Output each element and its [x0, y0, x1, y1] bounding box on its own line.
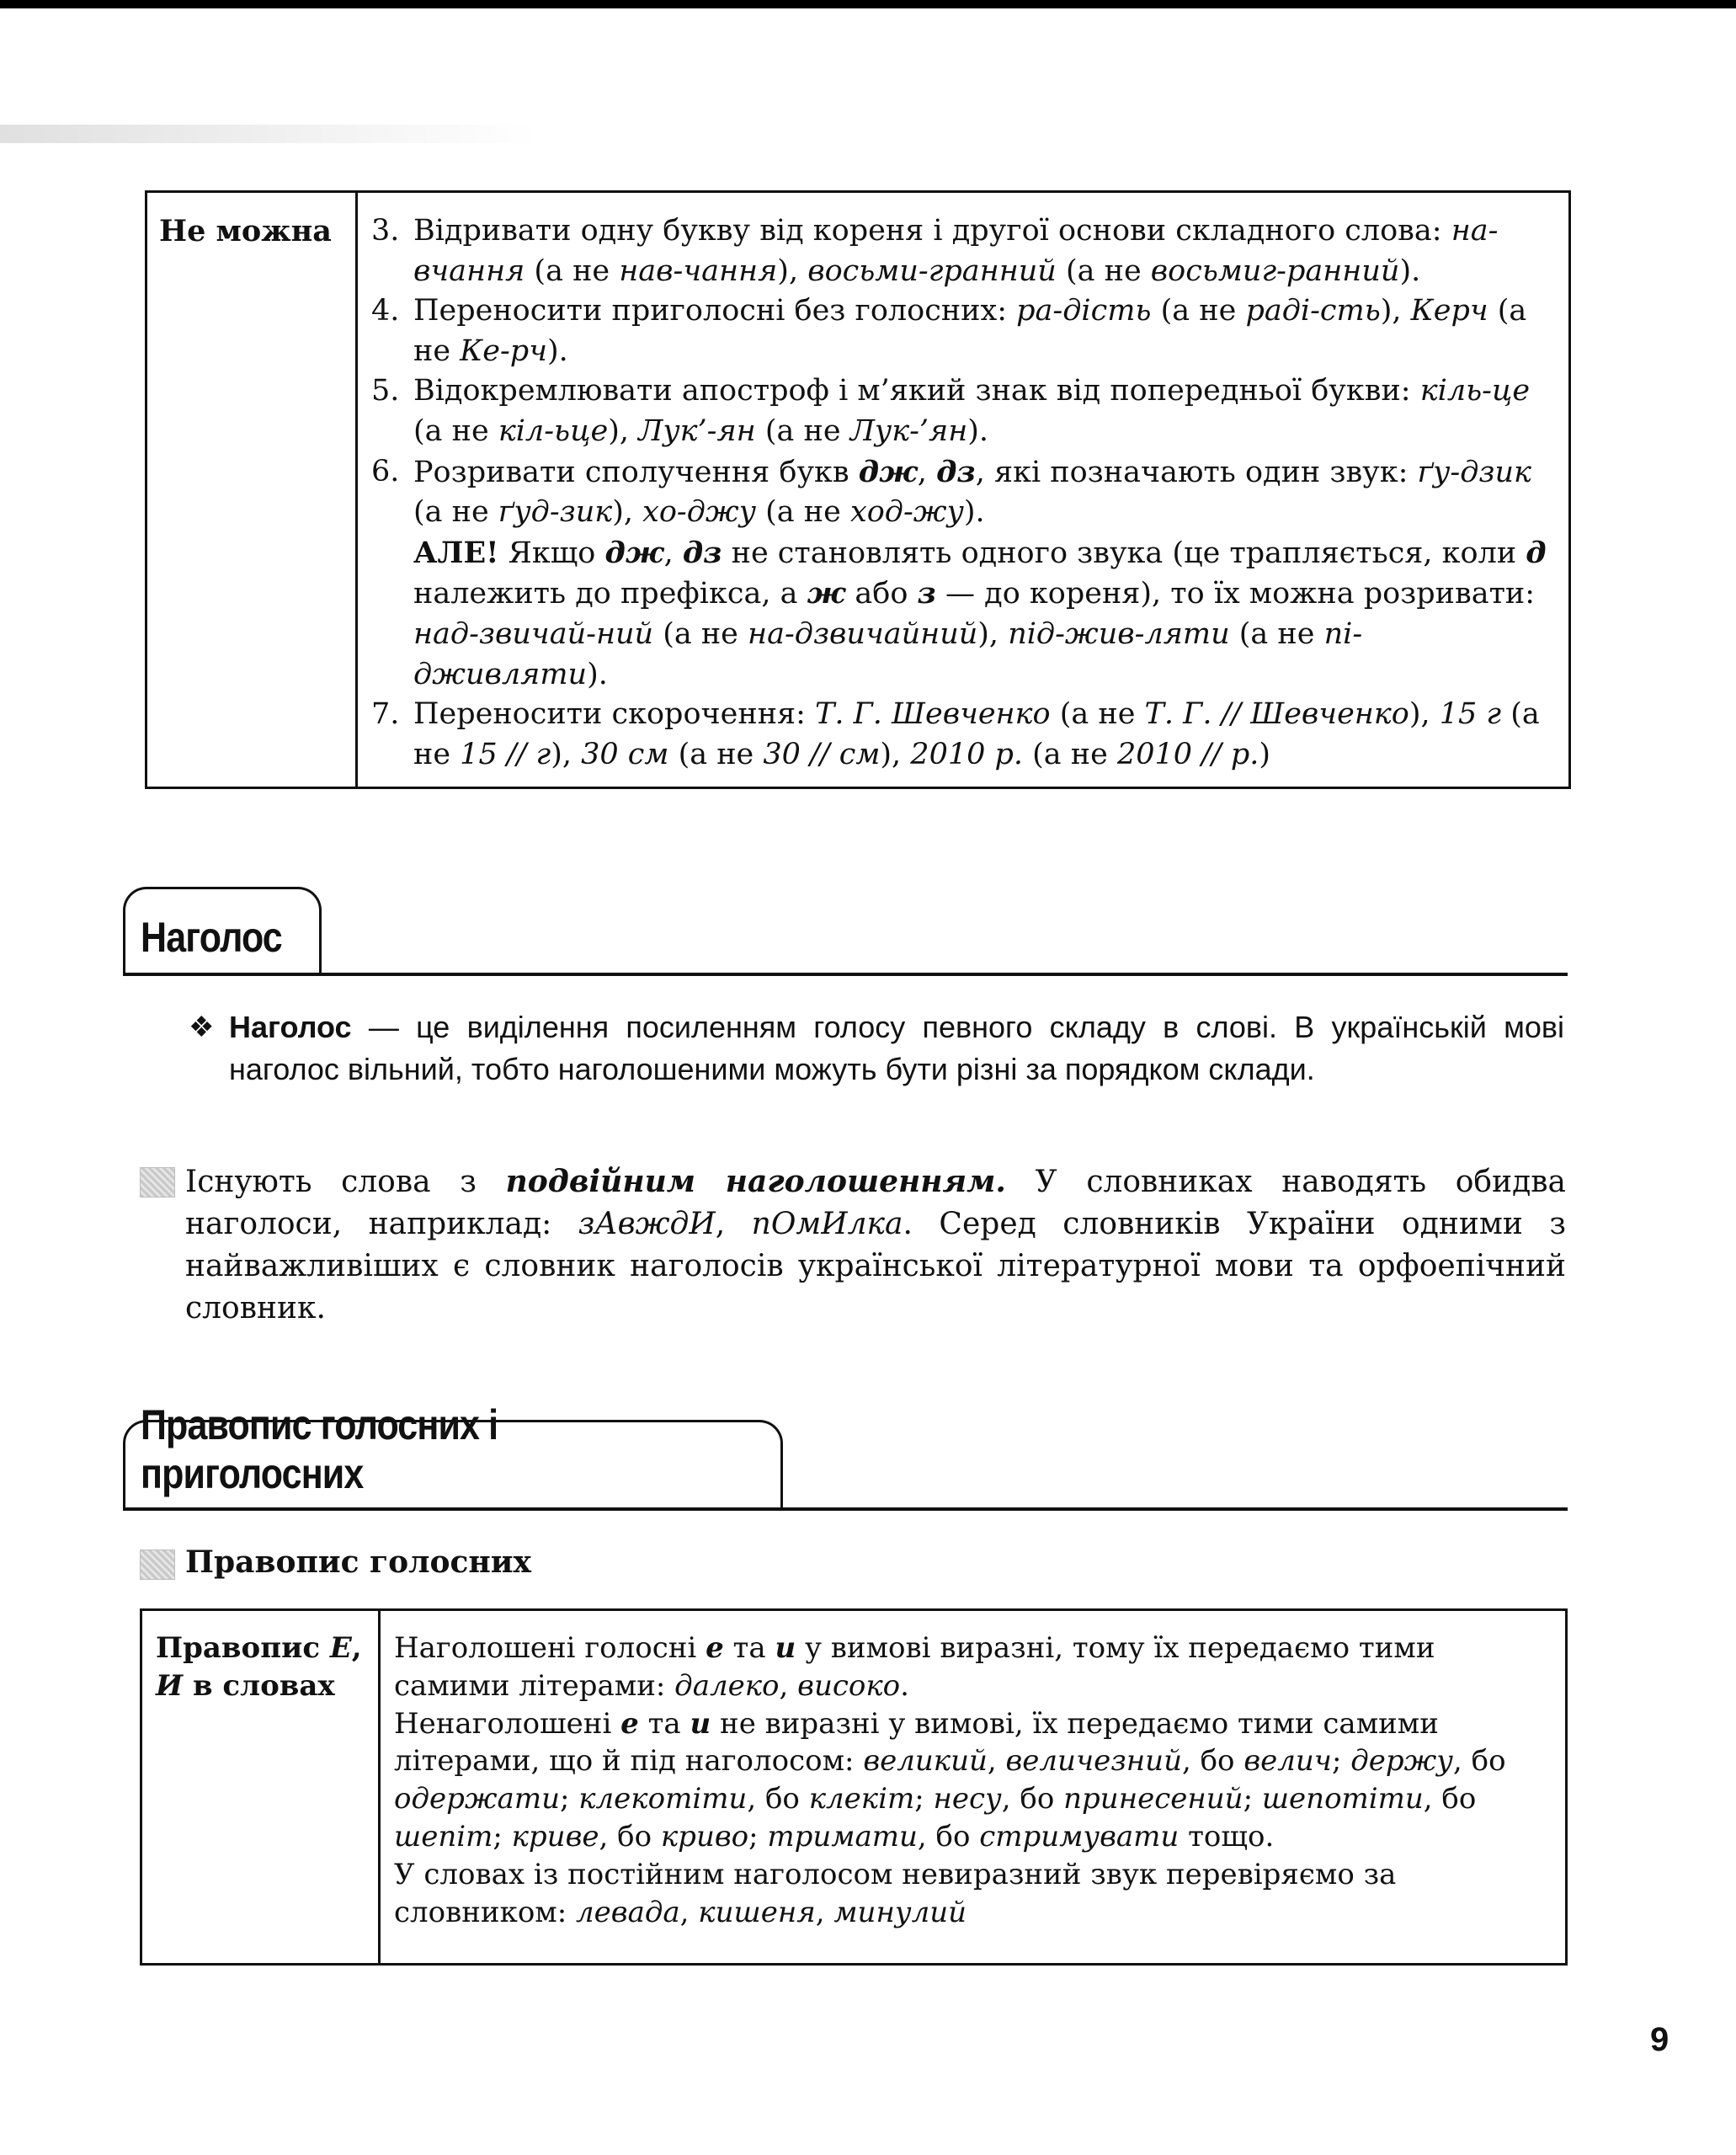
text-run: ,: [987, 1744, 1006, 1779]
emphasized-text: ґуд-зик: [498, 495, 613, 530]
text-run: ;: [1243, 1782, 1262, 1816]
text-run: . Серед словників України одними з найважливіших є словник наголосів української літературної мови та орфоепічний словник.: [185, 1207, 1566, 1326]
text-run: ),: [551, 737, 582, 771]
emphasized-text: хо-джу: [642, 495, 757, 530]
text-run: (а не: [653, 616, 748, 651]
emphasized-text: 30 // см: [763, 737, 881, 771]
emphasized-text: кіль-це: [1419, 374, 1531, 408]
emphasized-text: великий: [863, 1744, 988, 1779]
text-run: (а не: [755, 413, 850, 448]
emphasized-text: криве: [511, 1819, 599, 1854]
text-run: , бо: [747, 1782, 809, 1816]
emphasized-text: високо: [797, 1668, 901, 1703]
emphasized-text: левада: [576, 1895, 680, 1929]
text-run: ,: [663, 536, 683, 570]
text-run: ).: [963, 495, 985, 530]
emphasized-text: з: [917, 576, 936, 611]
table-row: [146, 192, 1570, 788]
emphasized-text: ра-дість: [1016, 294, 1152, 328]
emphasized-text: Лук-’ян: [849, 413, 968, 448]
emphasized-text: шепотіти: [1261, 1782, 1424, 1816]
text-run: ),: [1409, 697, 1440, 732]
text-run: (а не: [1229, 616, 1324, 651]
emphasized-text: тримати: [767, 1819, 918, 1854]
text-run: (а не: [1023, 737, 1117, 771]
text-run: ,: [917, 455, 937, 489]
emphasized-text: дз: [936, 454, 976, 489]
rule-item-7: [371, 695, 1553, 775]
emphasized-text: кишеня: [698, 1895, 816, 1929]
emphasized-text: восьмиг-ранний: [1150, 253, 1400, 288]
text-run: не становлять одного звука (це трапляється, коли: [722, 536, 1526, 570]
text-run: ;: [559, 1782, 579, 1816]
section-heading-stress: [123, 887, 322, 973]
text-run: ).: [587, 657, 608, 691]
text-run: (а не: [1151, 294, 1246, 328]
rule-number: 6.: [371, 454, 400, 488]
text-run: , бо: [1423, 1782, 1477, 1816]
text-run: ,: [779, 1668, 798, 1703]
rule-item-6: [371, 452, 1553, 696]
text-run: ),: [608, 413, 639, 448]
emphasized-text: Т. Г. // Шевченко: [1144, 697, 1409, 732]
rule-text: [413, 697, 1540, 771]
emphasized-text: Ке-рч: [460, 333, 547, 368]
text-run: .: [900, 1668, 909, 1703]
table-row: [141, 1610, 1567, 1965]
emphasized-text: ж: [807, 576, 846, 611]
emphasized-text: Е: [329, 1631, 352, 1665]
text-run: (а не: [413, 495, 498, 530]
emphasized-text: 15 г: [1439, 697, 1502, 732]
definition-term: Наголос: [229, 1010, 352, 1044]
text-run: (а не: [1050, 697, 1145, 732]
emphasized-text: Керч: [1410, 294, 1488, 328]
emphasized-text: над-звичай-ний: [413, 616, 654, 651]
text-run: ),: [777, 253, 808, 288]
emphasized-text: минулий: [833, 1895, 967, 1929]
text-run: (а не: [413, 294, 1527, 368]
emphasized-text: криво: [660, 1819, 749, 1854]
table-row-label: Не можна: [146, 192, 357, 788]
emphasized-text: дз: [682, 535, 722, 570]
emphasized-text: на-вчання: [413, 214, 1499, 288]
rule-text: [413, 294, 1526, 368]
section-heading-rule: [123, 1507, 1568, 1511]
text-run: та: [723, 1631, 775, 1665]
hatched-square-icon: [140, 1167, 175, 1198]
emphasized-text: шепіт: [394, 1819, 493, 1854]
rule-item-4: [371, 291, 1553, 371]
emphasized-text: стримувати: [979, 1819, 1180, 1854]
emphasized-text: Т. Г. Шевченко: [815, 697, 1051, 732]
emphasized-text: 15 // г: [460, 737, 551, 771]
text-run: ),: [612, 495, 643, 530]
text-run: Переносити приголосні без голосних:: [413, 294, 1017, 328]
text-run: ,: [679, 1895, 699, 1929]
emphasized-text: И: [156, 1668, 184, 1703]
text-run: Відривати одну букву від кореня і другої основи складного слова:: [413, 214, 1451, 248]
hatched-square-icon: [140, 1550, 175, 1580]
vowel-spelling-table: [140, 1608, 1568, 1966]
text-run: — до кореня), то їх можна розривати:: [935, 577, 1536, 611]
table-row-label: [141, 1610, 380, 1965]
text-run: Правопис: [156, 1631, 330, 1665]
text-run: ): [1259, 737, 1271, 771]
text-run: , бо: [599, 1819, 661, 1854]
text-run: ;: [493, 1819, 512, 1854]
text-run: належить до префікса, а: [413, 577, 807, 611]
emphasized-text: велич: [1243, 1744, 1332, 1779]
hyphenation-rules-table: [145, 190, 1571, 789]
table-row-content: [380, 1610, 1567, 1965]
emphasized-text: 2010 р.: [910, 737, 1024, 771]
emphasized-text: и: [690, 1706, 711, 1741]
text-run: Ненаголошені: [394, 1706, 621, 1741]
emphasized-text: на-дзвичайний: [748, 616, 978, 651]
text-run: Переносити скорочення:: [413, 697, 816, 732]
emphasized-text: під-жив-ляти: [1008, 616, 1230, 651]
emphasized-text: е: [620, 1706, 639, 1741]
text-run: Наголошені голосні: [394, 1631, 706, 1665]
emphasized-text: 30 см: [581, 737, 669, 771]
emphasized-text: держу: [1350, 1744, 1454, 1779]
text-run: , бо: [1181, 1744, 1244, 1779]
rule-text: [413, 214, 1498, 288]
emphasized-text: восьми-гранний: [807, 253, 1057, 288]
page-number: 9: [1650, 2021, 1669, 2058]
text-run: ),: [1380, 294, 1411, 328]
text-run: , бо: [917, 1819, 980, 1854]
text-run: та: [638, 1706, 690, 1741]
text-run: У словниках наводять обидва наголоси, наприклад:: [185, 1165, 1566, 1241]
rule-text: [413, 374, 1530, 448]
emphasized-text: д: [1526, 535, 1547, 570]
subheading-vowels: Правопис голосних: [185, 1544, 531, 1580]
text-run: ;: [748, 1819, 768, 1854]
text-run: (а не: [413, 413, 498, 448]
text-run: Якщо: [498, 536, 605, 570]
table-row-content: [357, 192, 1570, 788]
rule-number: 5.: [371, 374, 400, 408]
text-run: тощо.: [1179, 1819, 1275, 1854]
rule-text: [413, 456, 1531, 530]
emphasized-text: дж: [858, 454, 918, 489]
emphasized-text: пі-дживляти: [413, 616, 1363, 691]
section-title: Наголос: [141, 914, 282, 961]
text-run: ),: [880, 737, 911, 771]
emphasized-text: принесений: [1063, 1782, 1243, 1816]
emphasized-text: дж: [604, 535, 664, 570]
text-run: , бо: [1453, 1744, 1506, 1779]
emphasized-text: одержати: [394, 1782, 560, 1816]
emphasized-text: несу: [933, 1782, 1002, 1816]
definition-text: [192, 1006, 1564, 1091]
text-run: (а не: [525, 253, 620, 288]
text-run: в словах: [183, 1668, 335, 1703]
emphasized-text: клекотіти: [578, 1782, 748, 1816]
emphasized-text: величезний: [1005, 1744, 1182, 1779]
rule-number: 4.: [371, 294, 400, 328]
text-run: (а не: [756, 495, 850, 530]
emphasized-text: далеко: [674, 1668, 780, 1703]
text-run: Розривати сполучення букв: [413, 455, 859, 489]
section-heading-spelling: [123, 1401, 783, 1510]
text-run: ).: [546, 333, 568, 368]
text-run: , які позначають один звук:: [975, 455, 1418, 489]
emphasized-text: 2010 // р.: [1116, 737, 1259, 771]
top-border-rule: [0, 0, 1736, 8]
text-run: не виразні у вимові, їх передаємо тими самими літерами, що й під наголосом:: [394, 1706, 1439, 1779]
text-run: ;: [1331, 1744, 1351, 1779]
emphasized-text: нав-чання: [619, 253, 778, 288]
rule-item-3: [371, 211, 1553, 291]
section-title: Правопис голосних і приголосних: [141, 1401, 498, 1497]
diamond-bullet-icon: ❖: [189, 1011, 215, 1043]
rule-number: 3.: [371, 214, 400, 248]
text-run: або: [845, 577, 918, 611]
stress-definition: [189, 1006, 1564, 1091]
text-run: (а не: [1056, 253, 1151, 288]
text-run: , бо: [1001, 1782, 1064, 1816]
text-run: ;: [914, 1782, 934, 1816]
emphasized-text: подвійним наголошенням.: [505, 1164, 1006, 1199]
emphasized-text: ход-жу: [849, 495, 964, 530]
emphasized-text: клекіт: [808, 1782, 915, 1816]
emphasized-text: АЛЕ!: [413, 535, 499, 570]
text-run: ,: [815, 1895, 834, 1929]
emphasized-text: раді-сть: [1245, 294, 1381, 328]
scan-shadow: [0, 125, 539, 143]
text-run: У словах із постійним наголосом невиразний звук перевіряємо за словником:: [394, 1857, 1397, 1929]
emphasized-text: кіл-ьце: [498, 413, 609, 448]
rule-exception-note: [413, 533, 1553, 695]
text-run: (а не: [668, 737, 764, 771]
emphasized-text: зАвждИ: [578, 1207, 716, 1241]
emphasized-text: е: [706, 1631, 724, 1665]
text-run: Існують слова з: [185, 1165, 506, 1199]
text-run: ,: [351, 1631, 362, 1665]
emphasized-text: и: [775, 1631, 796, 1665]
text-run: Відокремлювати апостроф і м’який знак від попередньої букви:: [413, 374, 1420, 408]
rule-item-5: [371, 371, 1553, 451]
text-run: ),: [977, 616, 1009, 651]
emphasized-text: Лук’-ян: [638, 413, 756, 448]
definition-body: — це виділення посиленням голосу певного складу в слові. В українській мові наголос вільний, тобто наголошеними можуть бути різні за порядком склади.: [229, 1010, 1564, 1086]
text-run: ,: [715, 1207, 752, 1241]
emphasized-text: ґу-дзик: [1417, 455, 1531, 489]
text-run: ).: [1399, 253, 1421, 288]
double-stress-paragraph: [185, 1160, 1566, 1330]
text-run: (а не: [413, 697, 1540, 771]
rule-number: 7.: [371, 697, 400, 732]
text-run: ).: [967, 413, 989, 448]
section-heading-rule: [123, 973, 1568, 976]
emphasized-text: пОмИлка: [751, 1207, 903, 1241]
text-run: у вимові виразні, тому їх передаємо тими самими літерами:: [394, 1631, 1435, 1703]
